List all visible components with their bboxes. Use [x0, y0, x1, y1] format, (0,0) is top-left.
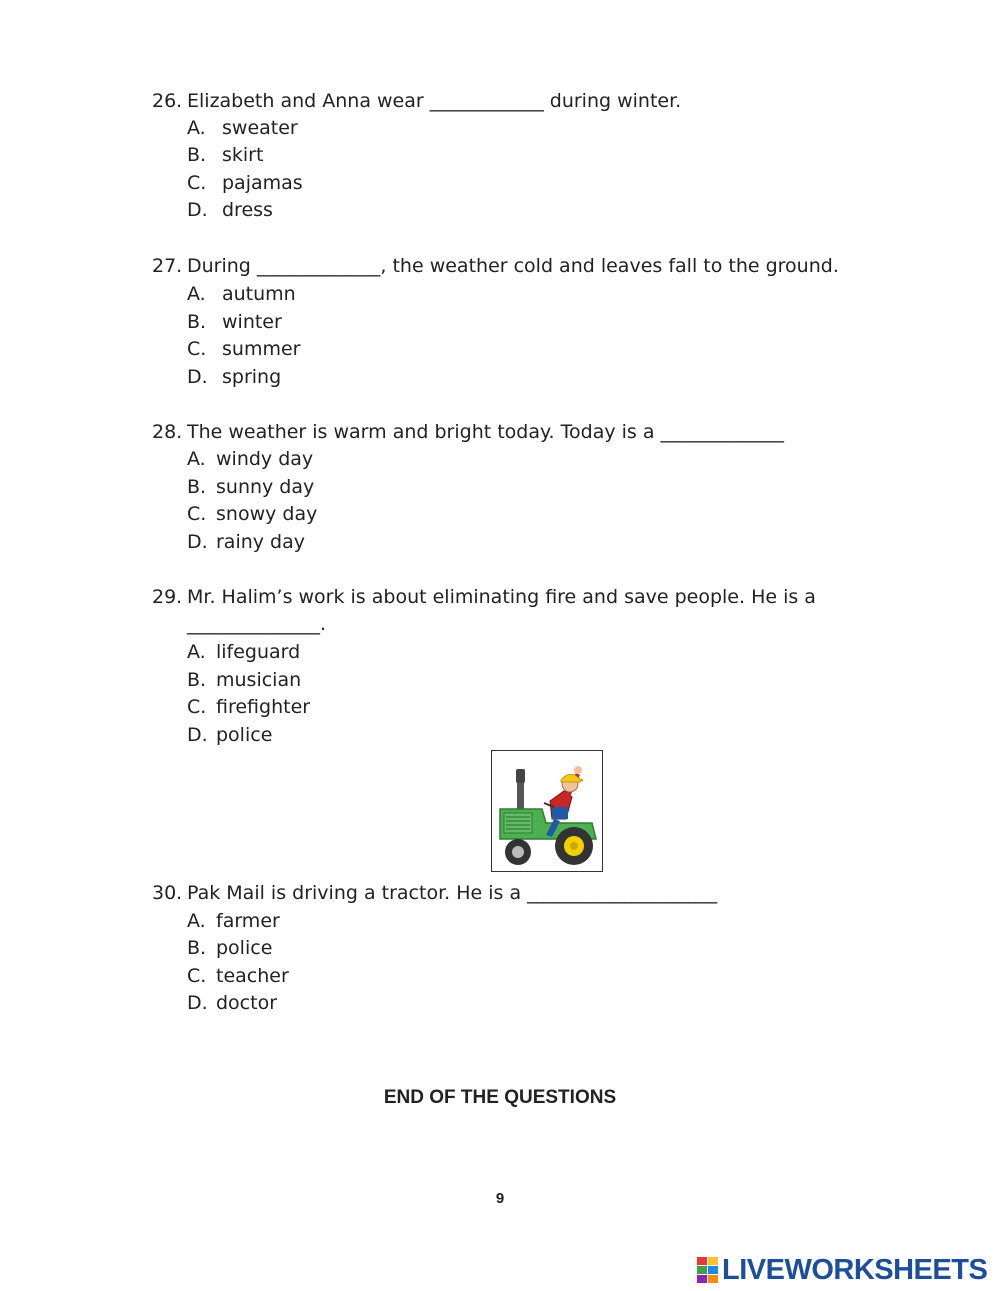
question-text-continued: ______________. — [187, 613, 327, 635]
option-letter: A. — [187, 641, 206, 663]
option-text: police — [216, 724, 273, 746]
option-d[interactable] — [187, 198, 273, 222]
option-text: windy day — [216, 448, 314, 470]
option-letter: C. — [187, 172, 207, 194]
option-letter: B. — [187, 476, 207, 498]
option-c[interactable] — [187, 695, 310, 719]
option-b[interactable] — [187, 936, 272, 960]
option-text: autumn — [222, 283, 296, 305]
option-b[interactable] — [187, 310, 282, 334]
option-text: sunny day — [216, 476, 315, 498]
option-letter: D. — [187, 992, 208, 1014]
option-d[interactable] — [187, 723, 272, 747]
question-text: Elizabeth and Anna wear ____________ during winter. — [187, 90, 682, 112]
question-number: 30. — [152, 882, 183, 904]
option-letter: C. — [187, 965, 207, 987]
option-d[interactable] — [187, 365, 281, 389]
option-c[interactable] — [187, 171, 303, 195]
option-text: spring — [222, 366, 282, 388]
option-letter: A. — [187, 117, 206, 139]
option-d[interactable] — [187, 530, 305, 554]
farmer-on-tractor-icon — [492, 751, 601, 870]
option-letter: B. — [187, 144, 207, 166]
option-text: summer — [222, 338, 301, 360]
question-text: The weather is warm and bright today. Today is a _____________ — [187, 421, 785, 443]
option-b[interactable] — [187, 668, 301, 692]
option-text: dress — [222, 199, 273, 221]
option-a[interactable] — [187, 909, 280, 933]
option-text: winter — [222, 311, 282, 333]
option-text: doctor — [216, 992, 278, 1014]
option-letter: A. — [187, 283, 206, 305]
option-text: skirt — [222, 144, 264, 166]
liveworksheets-icon — [697, 1257, 719, 1283]
option-text: farmer — [216, 910, 280, 932]
question-number: 28. — [152, 421, 183, 443]
liveworksheets-logo[interactable] — [697, 1255, 987, 1285]
option-text: firefighter — [216, 696, 311, 718]
option-text: pajamas — [222, 172, 303, 194]
end-of-questions-heading: END OF THE QUESTIONS — [383, 1087, 617, 1108]
question-text: During _____________, the weather cold and leaves fall to the ground. — [187, 255, 839, 277]
option-letter: C. — [187, 696, 207, 718]
option-letter: D. — [187, 366, 208, 388]
question-text: Pak Mail is driving a tractor. He is a ____________________ — [187, 882, 718, 904]
option-text: sweater — [222, 117, 298, 139]
option-letter: D. — [187, 724, 208, 746]
option-letter: A. — [187, 910, 206, 932]
option-d[interactable] — [187, 991, 277, 1015]
option-c[interactable] — [187, 502, 317, 526]
option-text: snowy day — [216, 503, 318, 525]
page-number: 9 — [495, 1190, 505, 1207]
option-letter: B. — [187, 937, 207, 959]
option-b[interactable] — [187, 475, 314, 499]
option-text: musician — [216, 669, 302, 691]
option-c[interactable] — [187, 964, 289, 988]
option-letter: D. — [187, 199, 208, 221]
option-text: lifeguard — [216, 641, 301, 663]
farmer-tractor-image — [491, 750, 603, 872]
option-text: police — [216, 937, 273, 959]
option-letter: D. — [187, 531, 208, 553]
question-number: 29. — [152, 586, 183, 608]
brand-name: LIVEWORKSHEETS — [722, 1253, 988, 1286]
option-a[interactable] — [187, 116, 298, 140]
option-b[interactable] — [187, 143, 263, 167]
question-text: Mr. Halim’s work is about eliminating fire and save people. He is a — [187, 586, 816, 608]
option-a[interactable] — [187, 282, 296, 306]
question-number: 27. — [152, 255, 183, 277]
option-a[interactable] — [187, 447, 313, 471]
option-letter: C. — [187, 503, 207, 525]
option-letter: B. — [187, 311, 207, 333]
option-a[interactable] — [187, 640, 300, 664]
option-letter: C. — [187, 338, 207, 360]
option-text: teacher — [216, 965, 289, 987]
option-letter: A. — [187, 448, 206, 470]
option-text: rainy day — [216, 531, 306, 553]
option-c[interactable] — [187, 337, 300, 361]
option-letter: B. — [187, 669, 207, 691]
question-number: 26. — [152, 90, 183, 112]
answer-blank — [187, 612, 326, 636]
